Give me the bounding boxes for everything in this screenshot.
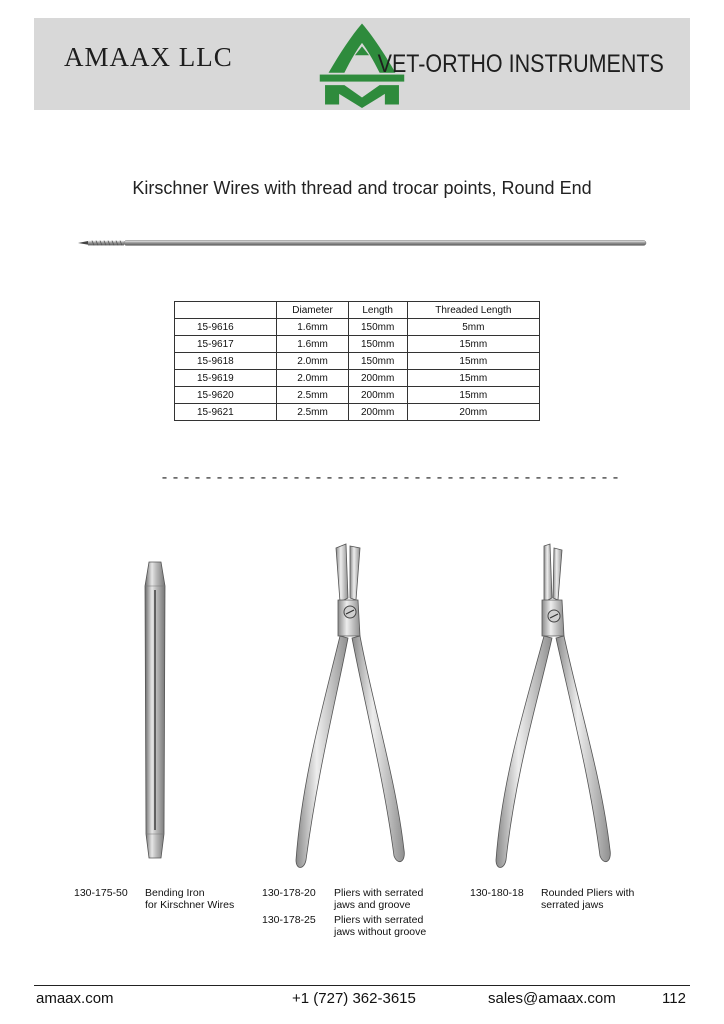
- table-cell: 15-9616: [175, 319, 277, 336]
- product-description-line: Rounded Pliers with: [541, 887, 635, 899]
- product-code: 130-180-18: [470, 887, 524, 899]
- product-code: 130-175-50: [74, 887, 128, 899]
- product-description: [541, 887, 634, 911]
- table-cell: 15mm: [407, 387, 539, 404]
- product-description: [334, 887, 423, 911]
- product-description: [334, 914, 426, 938]
- dashed-divider: ------------------------------------------: [160, 470, 623, 487]
- table-cell: 15-9621: [175, 404, 277, 421]
- table-cell: 200mm: [348, 404, 407, 421]
- table-row: [175, 319, 540, 336]
- kirschner-wire-image: [78, 236, 650, 250]
- table-header-threaded-length: Threaded Length: [407, 302, 539, 319]
- product-code: 130-178-20: [262, 887, 316, 899]
- table-cell: 20mm: [407, 404, 539, 421]
- product-description-line: serrated jaws: [541, 899, 604, 911]
- table-cell: 15-9618: [175, 353, 277, 370]
- table-row: [175, 404, 540, 421]
- table-cell: 15mm: [407, 353, 539, 370]
- table-header-diameter: Diameter: [277, 302, 348, 319]
- table-row: [175, 370, 540, 387]
- spec-table: [174, 301, 540, 421]
- table-header-length: Length: [348, 302, 407, 319]
- table-cell: 150mm: [348, 319, 407, 336]
- table-cell: 200mm: [348, 387, 407, 404]
- product-description: [145, 887, 234, 911]
- table-header-cell: [175, 302, 277, 319]
- table-row: [175, 353, 540, 370]
- tagline: VET-ORTHO INSTRUMENTS: [377, 50, 664, 78]
- product-code: 130-178-25: [262, 914, 316, 926]
- footer-website[interactable]: amaax.com: [36, 990, 114, 1007]
- bending-iron-image: [140, 560, 170, 860]
- product-description-line: jaws without groove: [334, 926, 427, 938]
- brand-name: AMAAX LLC: [64, 42, 233, 72]
- table-row: [175, 336, 540, 353]
- product-description-line: Bending Iron: [145, 887, 205, 899]
- product-description-line: for Kirschner Wires: [145, 899, 235, 911]
- table-cell: 150mm: [348, 336, 407, 353]
- table-cell: 5mm: [407, 319, 539, 336]
- table-cell: 1.6mm: [277, 336, 348, 353]
- table-cell: 15mm: [407, 336, 539, 353]
- table-header-row: [175, 302, 540, 319]
- table-cell: 15-9617: [175, 336, 277, 353]
- footer-divider: [34, 985, 690, 986]
- rounded-pliers-image: [492, 540, 616, 875]
- table-cell: 2.0mm: [277, 370, 348, 387]
- product-description-line: jaws and groove: [334, 899, 411, 911]
- table-cell: 2.5mm: [277, 387, 348, 404]
- product-description-line: Pliers with serrated: [334, 887, 424, 899]
- header-band: [34, 18, 690, 110]
- table-cell: 2.0mm: [277, 353, 348, 370]
- table-cell: 150mm: [348, 353, 407, 370]
- table-cell: 1.6mm: [277, 319, 348, 336]
- pliers-image: [292, 540, 412, 875]
- product-description-line: Pliers with serrated: [334, 914, 424, 926]
- footer-email[interactable]: sales@amaax.com: [488, 990, 616, 1007]
- footer-phone[interactable]: +1 (727) 362-3615: [292, 990, 416, 1007]
- page-number: 112: [662, 990, 686, 1007]
- table-cell: 15mm: [407, 370, 539, 387]
- section-title: Kirschner Wires with thread and trocar points, Round End: [132, 178, 592, 198]
- table-row: [175, 387, 540, 404]
- table-cell: 200mm: [348, 370, 407, 387]
- table-cell: 2.5mm: [277, 404, 348, 421]
- table-cell: 15-9619: [175, 370, 277, 387]
- table-cell: 15-9620: [175, 387, 277, 404]
